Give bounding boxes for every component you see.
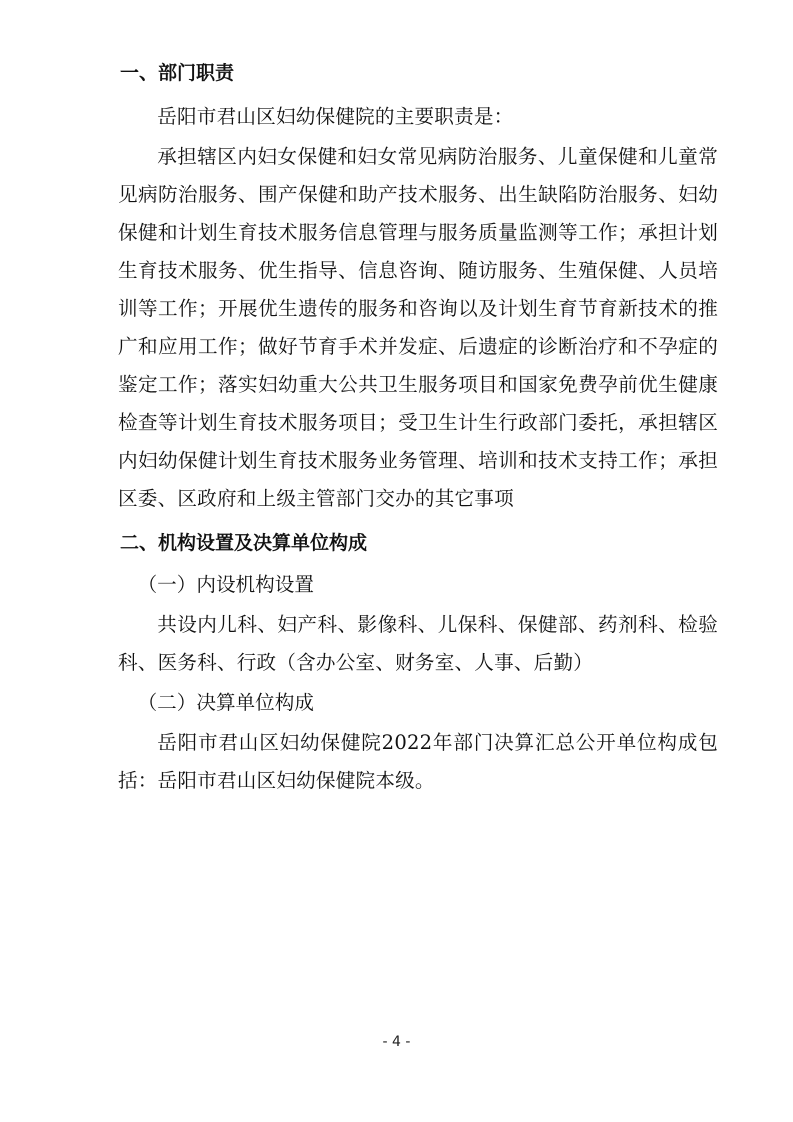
document-body bbox=[118, 52, 718, 800]
section-heading-organization: 二、机构设置及决算单位构成 bbox=[120, 532, 368, 554]
subsection-title-internal: （一）内设机构设置 bbox=[137, 573, 314, 596]
duties-intro: 岳阳市君山区妇幼保健院的主要职责是： bbox=[157, 105, 514, 128]
internal-departments-body: 共设内儿科、妇产科、影像科、儿保科、保健部、药剂科、检验科、医务科、行政（含办公室、财务室、人事、后勤） bbox=[118, 613, 718, 674]
page-number: - 4 - bbox=[382, 1034, 411, 1050]
duties-body: 承担辖区内妇女保健和妇女常见病防治服务、儿童保健和儿童常见病防治服务、围产保健和助产技术服务、出生缺陷防治服务、妇幼保健和计划生育技术服务信息管理与服务质量监测等工作；承担计划生育技术服务、优生指导、信息咨询、随访服务、生殖保健、人员培训等工作；开展优生遗传的服务和咨询以及计划生育节育新技术的推广和应用工作；做好节育手术并发症、后遗症的诊断治疗和不孕症的鉴定工作；落实妇幼重大公共卫生服务项目和国家免费孕前优生健康检查等计划生育技术服务项目；受卫生计生行政部门委托，承担辖区内妇幼保健计划生育技术服务业务管理、培训和技术支持工作；承担区委、区政府和上级主管部门交办的其它事项 bbox=[118, 145, 718, 510]
subsection-title-units: （二）决算单位构成 bbox=[137, 691, 314, 714]
units-body: 岳阳市君山区妇幼保健院2022年部门决算汇总公开单位构成包括：岳阳市君山区妇幼保健院本级。 bbox=[118, 731, 718, 792]
section-heading-duties: 一、部门职责 bbox=[120, 62, 235, 84]
